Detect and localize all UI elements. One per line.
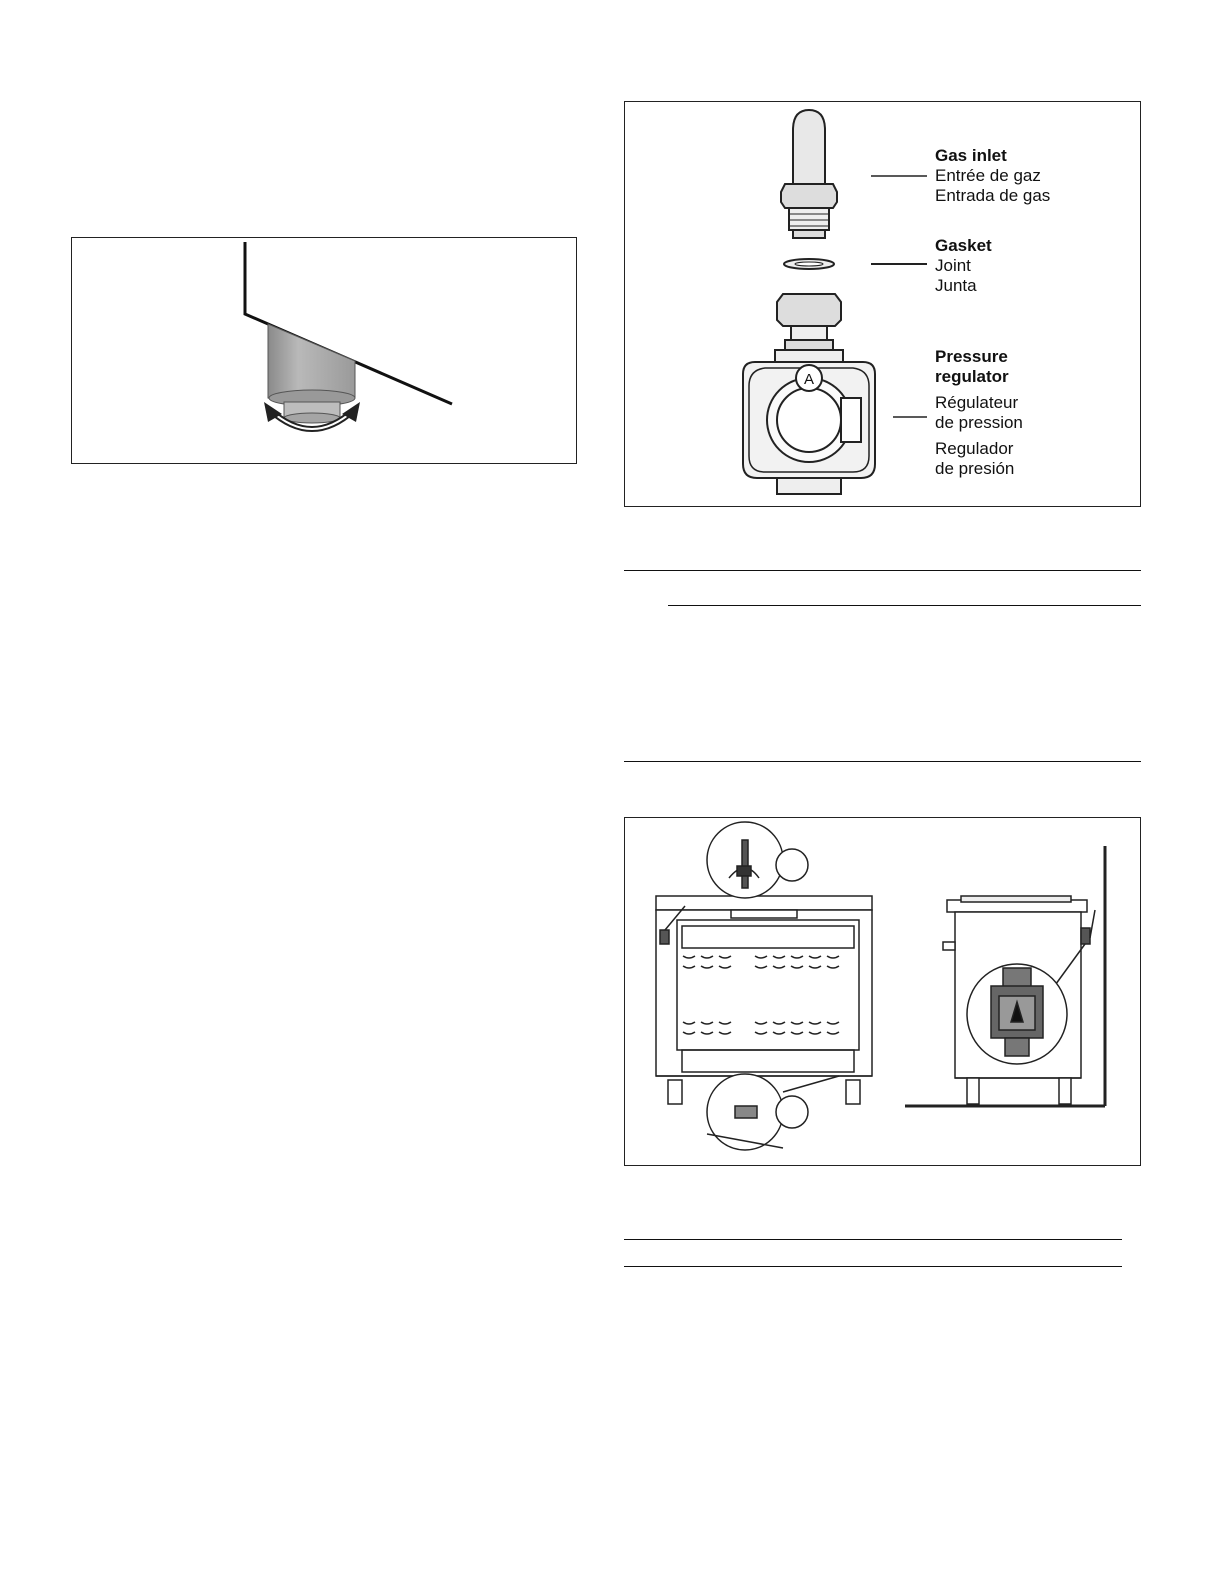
gasket-label: Gasket Joint Junta	[935, 236, 992, 295]
gas-inlet-regulator-diagram	[625, 102, 1142, 508]
regulator-letter: A	[803, 371, 815, 388]
pressure-regulator-label: Pressure regulator Régulateur de pression Regulador de presión	[935, 347, 1023, 478]
section-rule-1	[624, 570, 1141, 571]
range-gas-connection-icon	[625, 818, 1142, 1167]
gas-inlet-label: Gas inlet Entrée de gaz Entrada de gas	[935, 146, 1051, 205]
section-rule-3	[624, 761, 1141, 762]
range-installation-figure	[624, 817, 1141, 1166]
section-rule-2	[668, 605, 1141, 606]
leveling-foot-rotate-icon	[72, 238, 578, 465]
leveling-leg-figure	[71, 237, 577, 464]
section-rule-5	[624, 1266, 1122, 1267]
inlet-nut	[781, 184, 837, 208]
section-rule-4	[624, 1239, 1122, 1240]
gas-inlet-pipe	[793, 110, 825, 190]
pressure-regulator-figure	[624, 101, 1141, 507]
